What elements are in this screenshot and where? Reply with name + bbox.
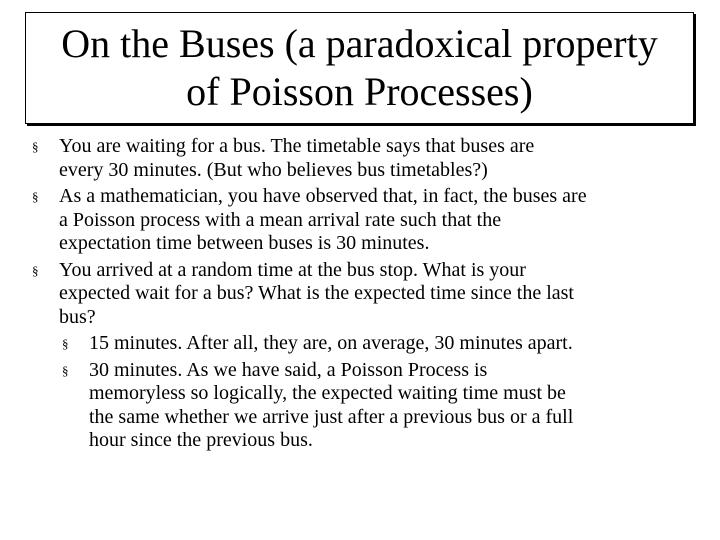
sub-bullet-15-minutes	[32, 332, 712, 356]
slide-title	[61, 20, 657, 116]
bullet-line: 15 minutes. After all, they are, on average, 30 minutes apart.	[89, 332, 573, 354]
bullet-expected-wait-question	[32, 259, 712, 330]
bullet-text	[89, 332, 712, 356]
bullet-marker: §	[32, 262, 39, 278]
bullet-line: bus?	[59, 305, 96, 328]
title-line-2: of Poisson Processes)	[186, 69, 533, 114]
bullet-text	[59, 259, 712, 330]
bullet-marker: §	[32, 139, 39, 154]
bullet-line: expected wait for a bus? What is the expected time since the last	[59, 282, 574, 304]
bullet-line: every 30 minutes. (But who believes bus timetables?)	[59, 158, 488, 181]
bullet-line: memoryless so logically, the expected waiting time must be	[89, 382, 566, 404]
bullet-line: a Poisson process with a mean arrival rate such that the	[59, 208, 502, 231]
bullet-line: the same whether we arrive just after a previous bus or a full	[89, 405, 574, 428]
bullet-line: As a mathematician, you have observed that, in fact, the buses are	[59, 185, 587, 207]
bullet-line: hour since the previous bus.	[89, 429, 313, 451]
bullet-marker: §	[32, 189, 39, 204]
bullet-marker: §	[62, 336, 69, 351]
slide-body	[32, 135, 712, 456]
bullet-poisson-process	[32, 185, 712, 256]
bullet-line: 30 minutes. As we have said, a Poisson Process is	[89, 358, 488, 381]
sub-bullet-30-minutes	[32, 359, 712, 453]
title-line-1: On the Buses (a paradoxical property	[61, 21, 658, 66]
bullet-line: You are waiting for a bus. The timetable says that buses are	[59, 135, 535, 157]
slide-title-box	[25, 12, 694, 124]
bullet-line: expectation time between buses is 30 minutes.	[59, 232, 430, 254]
bullet-text	[59, 185, 712, 256]
bullet-text	[59, 135, 712, 182]
bullet-waiting-for-bus	[32, 135, 712, 182]
bullet-text	[89, 359, 712, 453]
bullet-line: You arrived at a random time at the bus stop. What is your	[59, 258, 526, 281]
bullet-marker: §	[62, 362, 69, 378]
